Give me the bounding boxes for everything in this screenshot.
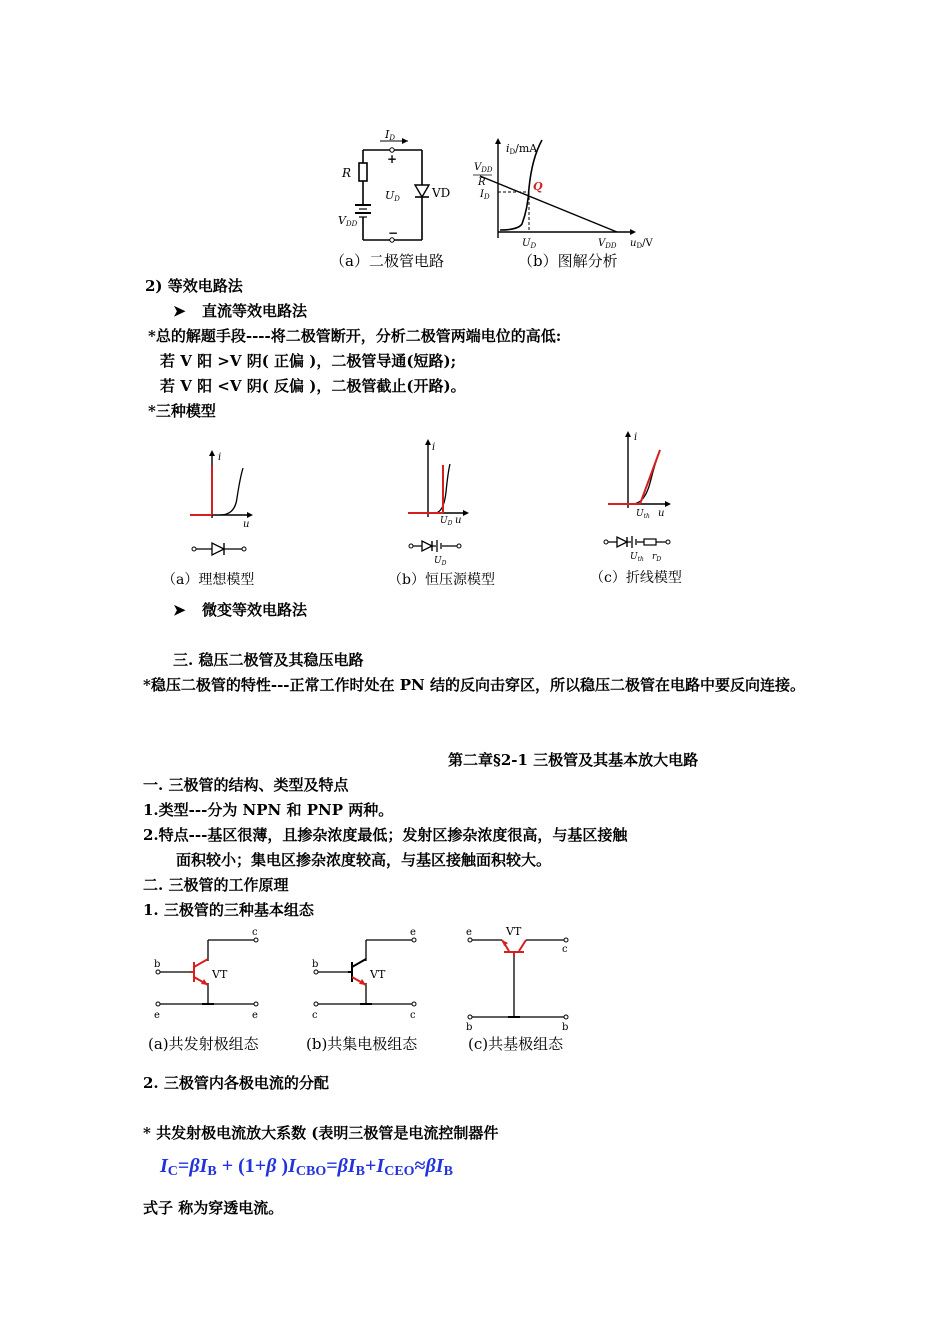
graph-x-axis-label: $u_D/V$ [630,238,653,250]
circuit-plus-sign: + [387,152,398,166]
circuit-current-label: ID [385,128,395,142]
chapter-title: 第二章§2-1 三极管及其基本放大电路 [448,751,699,769]
circuit-resistor-label: R [342,166,352,180]
common-base-figure [462,925,582,1033]
piecewise-model-figure [600,428,690,568]
common-collector-figure [308,925,428,1030]
constant-voltage-model-caption: （b）恒压源模型 [388,572,495,588]
ideal-model-i-label: i [218,452,222,463]
transistor-feature-line-1: 2.特点---基区很薄，且掺杂浓度最低；发射区掺杂浓度很高，与基区接触 [143,826,628,844]
ideal-model-u-label: u [243,519,250,530]
three-models-heading: *三种模型 [148,402,216,420]
cc-base-label: b [312,959,319,970]
cv-model-ud-label-2: $U_D$ [434,556,447,567]
graph-vdd-over-r-bottom: R [478,177,486,188]
common-base-caption: (c)共基极组态 [468,1035,564,1053]
transistor-structure-heading: 一. 三极管的结构、类型及特点 [143,776,349,794]
figure-caption-b: （b）图解分析 [518,252,618,270]
cc-emitter-label: e [410,927,416,938]
current-gain-formula: $I_C=\beta I_B + (1+\beta$ )$I_{CBO}=\beta I_B+I_{CEO}\approx\beta I_B$ [160,1155,453,1179]
ce-base-label: b [154,959,161,970]
small-signal-item: 微变等效电路法 [202,601,308,619]
graph-vdd-label: $V_{DD}$ [598,238,617,250]
piecewise-model-caption: （c）折线模型 [590,570,682,586]
ce-vt-label: VT [212,968,228,981]
cb-vt-label: VT [506,925,522,938]
graph-vdd-over-r-top: $V_{DD}$ [474,162,493,174]
graph-id-label: $I_D$ [480,189,490,201]
solution-method-line: *总的解题手段----将二极管断开，分析二极管两端电位的高低: [148,327,562,345]
bullet-arrow-icon: ➤ [173,302,186,320]
ce-emitter-left-label: e [154,1010,160,1021]
piecewise-model-u-label: u [658,508,665,519]
constant-voltage-model-figure [400,437,490,567]
ideal-model-caption: （a）理想模型 [162,572,255,588]
piecewise-model-uth-label-2: $U_{th}$ [630,552,644,563]
transistor-feature-line-2: 面积较小；集电区掺杂浓度较高，与基区接触面积较大。 [176,851,552,869]
circuit-supply-label: VDD [338,214,358,228]
common-collector-caption: (b)共集电极组态 [306,1035,418,1053]
circuit-diode-label: VD [432,186,451,200]
equivalent-circuit-heading: 2) 等效电路法 [145,277,243,295]
piecewise-model-rd-label: $r_D$ [652,552,662,563]
forward-bias-line: 若 V 阳 >V 阴( 正偏 )，二极管导通(短路); [160,352,457,370]
ce-collector-label: c [252,927,258,938]
diode-graph-figure [470,138,670,253]
cb-base-left-label: b [466,1022,473,1033]
piecewise-model-i-label: i [634,432,638,443]
transistor-type-line: 1.类型---分为 NPN 和 PNP 两种。 [143,801,394,819]
graph-ud-label: $U_D$ [522,238,537,250]
piecewise-model-uth-label: $U_{th}$ [636,509,650,520]
cb-base-right-label: b [562,1022,569,1033]
dc-equivalent-item: 直流等效电路法 [202,302,308,320]
current-distribution-heading: 2. 三极管内各极电流的分配 [143,1074,329,1092]
cv-model-u-label: u [455,515,462,526]
working-principle-heading: 二. 三极管的工作原理 [143,876,289,894]
diode-circuit-figure [330,125,460,250]
cb-emitter-label: e [466,927,472,938]
penetration-current-line: 式子 称为穿透电流。 [143,1199,284,1217]
circuit-minus-sign: − [388,226,399,240]
ce-emitter-right-label: e [252,1010,258,1021]
cc-collector-right-label: c [410,1010,416,1021]
ideal-model-figure [185,448,275,563]
common-emitter-caption: (a)共发射极组态 [148,1035,259,1053]
reverse-bias-line: 若 V 阳 <V 阴( 反偏 )，二极管截止(开路)。 [160,377,466,395]
figure-caption-a: （a）二极管电路 [330,252,444,270]
graph-q-point-label: Q [533,180,543,193]
bullet-arrow-icon: ➤ [173,601,186,619]
graph-y-axis-label: iD/mA [506,142,538,156]
current-gain-line: * 共发射极电流放大系数 (表明三极管是电流控制器件 [143,1124,499,1142]
cv-model-i-label: i [432,442,436,453]
common-emitter-figure [150,925,270,1030]
cc-vt-label: VT [370,968,386,981]
cc-collector-left-label: c [312,1010,318,1021]
zener-characteristic-line: *稳压二极管的特性---正常工作时处在 PN 结的反向击穿区，所以稳压二极管在电路中要反向连接。 [143,676,805,694]
cb-collector-label: c [562,944,568,955]
configurations-heading: 1. 三极管的三种基本组态 [143,901,314,919]
cv-model-ud-label: $U_D$ [440,516,453,527]
circuit-voltage-label: UD [385,189,400,203]
zener-section-heading: 三. 稳压二极管及其稳压电路 [173,651,364,669]
